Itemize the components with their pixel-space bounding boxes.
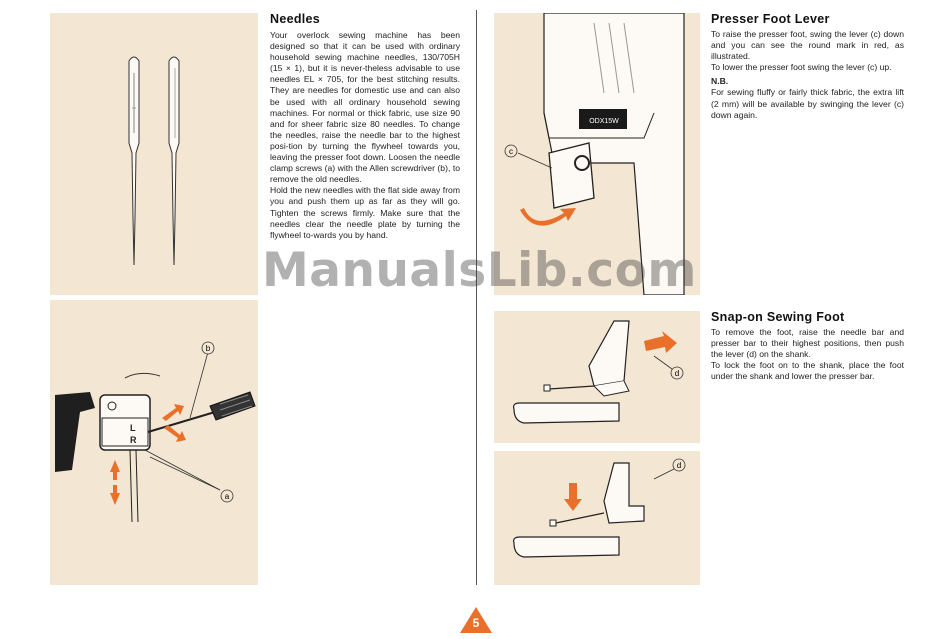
snap-on-foot-lock-figure — [494, 451, 700, 585]
snap-on-foot-heading: Snap-on Sewing Foot — [711, 310, 845, 324]
needle-right — [169, 57, 179, 265]
allen-screwdriver-shape — [148, 392, 255, 432]
presser-foot-lever-heading: Presser Foot Lever — [711, 12, 830, 26]
page-number: 5 — [472, 616, 480, 630]
nb-text: For sewing fluffy or fairly thick fabric, the extra lift (2 mm) will be available by swinging the lever (c) down again. — [711, 87, 904, 120]
needles-heading: Needles — [270, 12, 321, 26]
label-b: b — [205, 344, 211, 353]
watermark-text: ManualsLib.com — [262, 243, 697, 298]
foot-lock-orange-arrow — [564, 483, 582, 511]
machine-body-shape — [55, 392, 95, 472]
machine-badge-text: ODX15W — [589, 118, 619, 125]
foot-lock-illustration — [494, 451, 700, 585]
clamp-letter-left: L — [130, 423, 136, 433]
needles-figure — [50, 13, 258, 295]
snap-on-line-1: To remove the foot, raise the needle bar and presser bar to their highest positions, then push the lever (d) on the shank. — [711, 327, 904, 360]
foot-remove-orange-arrow — [644, 331, 677, 353]
needle-left — [129, 57, 139, 265]
nb-label: N.B. — [711, 76, 729, 87]
label-c: c — [509, 147, 513, 156]
label-a: a — [224, 492, 230, 501]
clamp-letter-right: R — [130, 435, 137, 445]
needles-body — [270, 30, 460, 241]
needles-paragraph-2: Hold the new needles with the flat side away from you and push them up as far as they will go. Tighten the screws firmly. Make sure that the needles clear the needle plate by turning the flywheel to-wards you by hand. — [270, 185, 460, 240]
needle-clamp-figure — [50, 300, 258, 585]
foot-remove-illustration — [494, 311, 700, 443]
snap-on-foot-body — [711, 327, 904, 382]
label-d-upper: d — [674, 369, 680, 378]
lever-orange-arrow — [520, 208, 576, 226]
snap-on-foot-remove-figure — [494, 311, 700, 443]
snap-on-line-2: To lock the foot on to the shank, place the foot under the shank and lower the presser bar. — [711, 360, 904, 382]
label-d-lower: d — [676, 461, 682, 470]
presser-foot-lever-body — [711, 29, 904, 121]
needle-clamp-illustration — [50, 300, 258, 585]
page-number-badge — [459, 606, 493, 634]
presser-lever-line-2: To lower the presser foot swing the lever (c) up. — [711, 62, 892, 73]
needles-paragraph-1: Your overlock sewing machine has been designed so that it can be used with ordinary household sewing machine needles, 130/705H (15 × 1), but it is never-theless advisable to use needles EL × 705, for the best stitching results. They are needles for domestic use and can also be used with all ordinary household sewing machines. For normal or thick fabric, use size 90 and for sheer fabric size 80 needles. To change the needles, raise the needle bar to the highest posi-tion by turning the flywheel towards you, leaving the presser foot down. Loosen the needle clamp screws (a) with the Allen screwdriver (b), to remove the old needles. — [270, 30, 460, 185]
needles-illustration — [50, 13, 258, 295]
presser-lever-line-1: To raise the presser foot, swing the lever (c) down and you can see the round mark in red, as illustrated. — [711, 29, 904, 62]
